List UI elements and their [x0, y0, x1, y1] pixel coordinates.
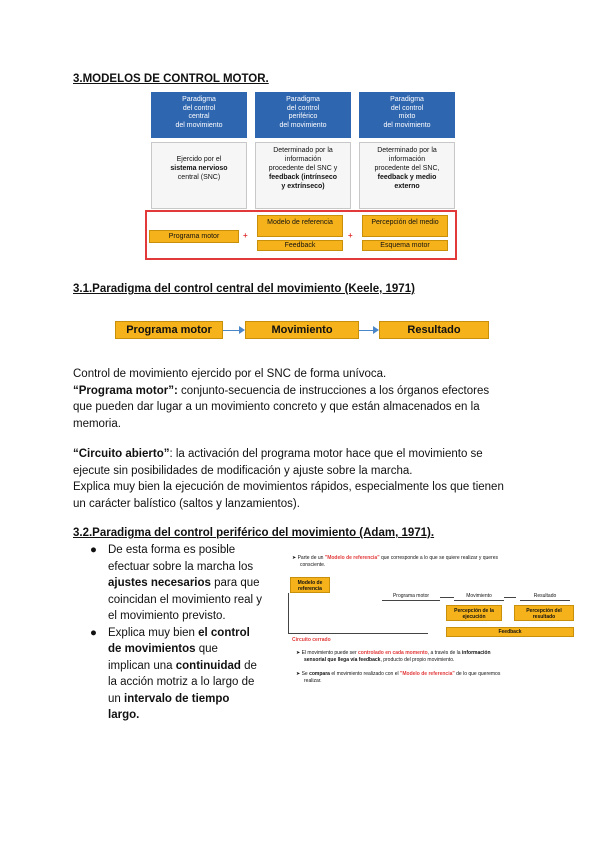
percepcion-ejecucion-box: Percepción de la ejecución [446, 605, 502, 621]
modelo-referencia-box: Modelo de referencia [257, 215, 343, 237]
flow-arrow-2 [359, 330, 373, 331]
plus-sign: + [243, 231, 248, 240]
diagram-note-2: ➤ El movimiento puede ser controlado en cada momento, a través de la información sensorial que llega vía feedback, producto del propio movimiento. [296, 650, 491, 663]
column-body-periferico: Determinado por la información procedente del SNC y feedback (intrínseco y extrínseco) [255, 142, 351, 209]
bullet-1: ● De esta forma es posible efectuar sobre la marcha los ajustes necesarios para que coincidan el movimiento real y el movimiento previsto. [90, 544, 263, 622]
circuito-cerrado-label: Circuito cerrado [292, 637, 331, 643]
flow-movimiento: Movimiento [245, 321, 359, 339]
esquema-motor-box: Esquema motor [362, 240, 448, 251]
feedback-box: Feedback [257, 240, 343, 251]
column-header-mixto: Paradigma del control mixto del movimiento [359, 92, 455, 138]
resultado-label: Resultado [520, 593, 570, 601]
programa-motor-label: Programa motor [382, 593, 440, 601]
bullet-dot: ● [90, 626, 97, 639]
column-body-central: Ejercido por el sistema nervioso central (SNC) [151, 142, 247, 209]
percepcion-resultado-box: Percepción del resultado [514, 605, 574, 621]
arrow-movimiento-resultado [504, 597, 516, 598]
flow-arrow-1 [223, 330, 239, 331]
bullet-2: ● Explica muy bien el control de movimientos que implican una continuidad de la acción motriz a lo largo de un intervalo de tiempo largo. [90, 626, 257, 721]
flow-programa-motor: Programa motor [115, 321, 223, 339]
flow-resultado: Resultado [379, 321, 489, 339]
percepcion-medio-box: Percepción del medio [362, 215, 448, 237]
bullet-dot: ● [90, 544, 97, 556]
movimiento-label: Movimiento [454, 593, 504, 601]
loop-line-bottom-left [288, 633, 428, 634]
programa-motor-box: Programa motor [149, 230, 239, 243]
flow-diagram [115, 321, 489, 341]
diagram-note-1: ➤ Parte de un "Modelo de referencia" que corresponde a lo que se quiere realizar y queres consciente. [292, 555, 498, 568]
feedback-box: Feedback [446, 627, 574, 637]
column-header-periferico: Paradigma del control periférico del movimiento [255, 92, 351, 138]
paradigms-diagram [145, 90, 457, 262]
section-title-3-2: 3.2.Paradigma del control periférico del movimiento (Adam, 1971). [73, 527, 435, 539]
column-header-central: Paradigma del control central del movimiento [151, 92, 247, 138]
column-body-mixto: Determinado por la información procedente del SNC, feedback y medio externo [359, 142, 455, 209]
arrow-programa-movimiento [440, 597, 454, 598]
section-title-3: 3.MODELOS DE CONTROL MOTOR. [73, 73, 269, 85]
modelo-referencia-box: Modelo de referencia [290, 577, 330, 593]
bullet-list [90, 542, 276, 724]
paragraph-31: Control de movimiento ejercido por el SNC de forma unívoca. “Programa motor”: conjunto-secuencia de instrucciones a los órganos efectores que pueden dar lugar a un movimiento concreto y que están almacenados en la memoria. “Circuito abierto”: la activación del programa motor hace que el movimiento se ejecute sin posibilidades de modificación y ajuste sobre la marcha. Explica muy bien la ejecución de movimientos rápidos, especialmente los que tienen un carácter balístico (saltos y lanzamientos). [73, 368, 504, 510]
loop-line-left [288, 593, 289, 633]
diagram-note-3: ➤ Se compara el movimiento realizado con el "Modelo de referencia" de lo que queremos realizar. [296, 671, 501, 684]
closed-loop-diagram [286, 553, 586, 703]
plus-sign-2: + [348, 231, 353, 240]
section-title-3-1: 3.1.Paradigma del control central del movimiento (Keele, 1971) [73, 283, 415, 295]
